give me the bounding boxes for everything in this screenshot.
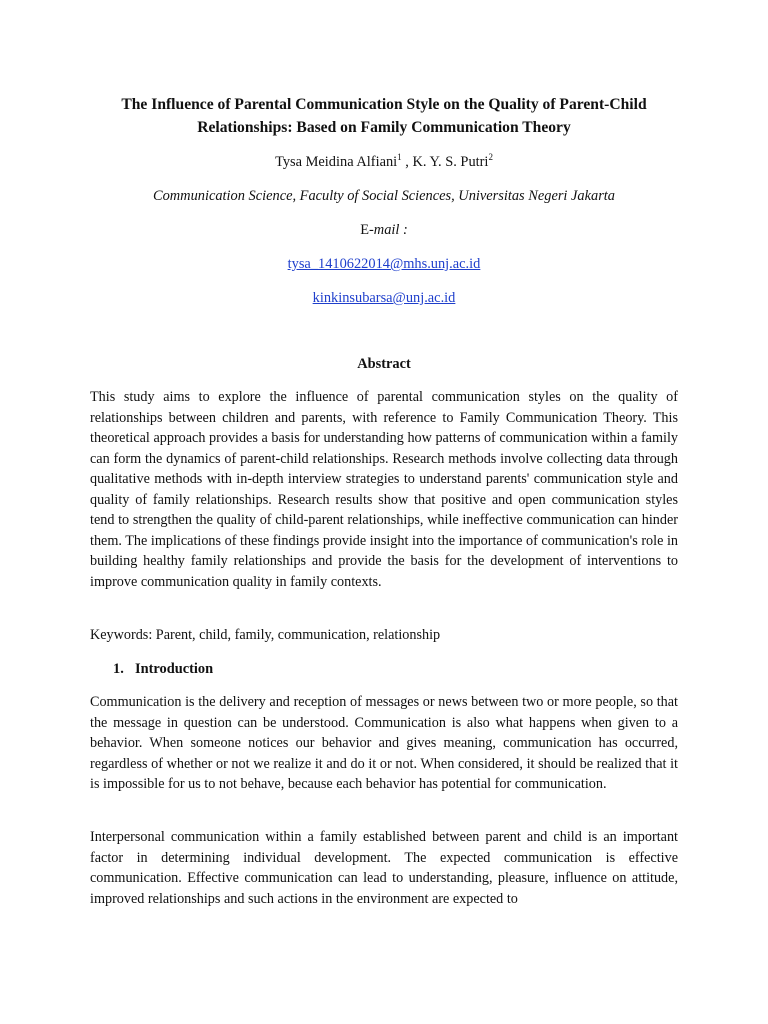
affiliation: Communication Science, Faculty of Social Sciences, Universitas Negeri Jakarta bbox=[153, 188, 615, 204]
email-label-italic: mail : bbox=[373, 222, 408, 238]
author-name: K. Y. S. Putri bbox=[412, 154, 489, 170]
author-separator: , bbox=[401, 154, 413, 170]
email-row bbox=[90, 255, 678, 273]
author-affiliation-marker: 1 bbox=[397, 152, 402, 163]
email-label-prefix: E- bbox=[360, 222, 374, 238]
body-paragraph: Communication is the delivery and reception of messages or news between two or more people, so that the message in question can be understood. Communication is also what happens when given to a behavior. When someone notices our behavior and gives meaning, communication has occurred, regardless of whether or not we realize it and do it or not. When considered, it should be realized that it is impossible for us to not behave, because each behavior has potential for communication. bbox=[90, 694, 678, 792]
section-title: Introduction bbox=[135, 661, 214, 677]
section-number: 1. bbox=[113, 661, 124, 677]
email-label bbox=[90, 221, 678, 239]
section-heading bbox=[113, 660, 213, 678]
abstract-heading: Abstract bbox=[357, 356, 411, 372]
email-row bbox=[90, 289, 678, 307]
body-paragraph: Interpersonal communication within a family established between parent and child is an important factor in determining individual development. The expected communication is effective communication. Effective communication can lead to understanding, pleasure, influence on attitude, improved relationships and such actions in the environment are expected to bbox=[90, 829, 678, 907]
email-link[interactable]: kinkinsubarsa@unj.ac.id bbox=[312, 290, 456, 306]
paper-title: The Influence of Parental Communication Style on the Quality of Parent-Child Relationships: Based on Family Communication Theory bbox=[121, 96, 647, 136]
email-link[interactable]: tysa_1410622014@mhs.unj.ac.id bbox=[287, 256, 481, 272]
author-affiliation-marker: 2 bbox=[488, 152, 493, 163]
author-name: Tysa Meidina Alfiani bbox=[275, 154, 398, 170]
keywords: Keywords: Parent, child, family, communication, relationship bbox=[90, 627, 441, 643]
abstract-text: This study aims to explore the influence of parental communication styles on the quality of relationships between children and parents, with reference to Family Communication Theory. This theoretical approach provides a basis for understanding how patterns of communication within a family can form the dynamics of parent-child relationships. Research methods involve collecting data through qualitative methods with in-depth interview strategies to understand parents' communication style and quality of family relationships. Research results show that positive and open communication styles tend to strengthen the quality of child-parent relationships, while ineffective communication can hinder them. The implications of these findings provide insight into the importance of communication's role in building healthy family relationships and provide the basis for the development of interventions to improve communication quality in family contexts. bbox=[90, 389, 678, 590]
author-line bbox=[90, 153, 678, 171]
